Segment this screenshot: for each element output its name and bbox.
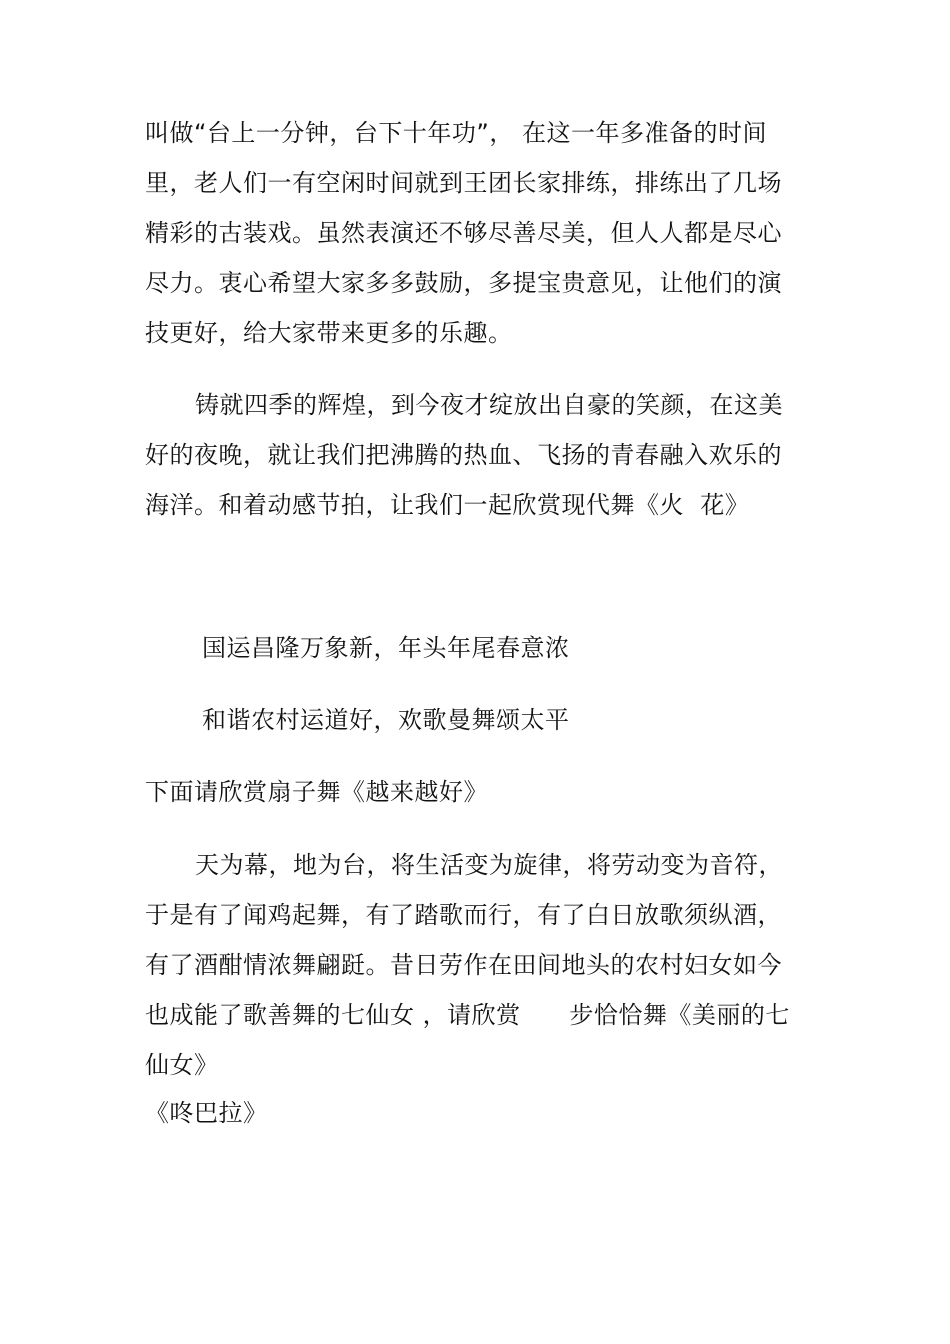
paragraph1-line: 技更好，给大家带来更多的乐趣。 xyxy=(145,319,513,347)
fan-dance-intro: 下面请欣赏扇子舞《越来越好》 xyxy=(145,778,488,806)
paragraph3-line: 有了酒酣情浓舞翩跹。昔日劳作在田间地头的农村妇女如今 xyxy=(145,951,782,979)
paragraph3-line: 于是有了闻鸡起舞，有了踏歌而行，有了白日放歌须纵酒， xyxy=(145,901,782,929)
paragraph1-line: 尽力。衷心希望大家多多鼓励，多提宝贵意见，让他们的演 xyxy=(145,269,782,297)
paragraph2-line: 铸就四季的辉煌，到今夜才绽放出自豪的笑颜，在这美 xyxy=(195,391,783,419)
poem-line: 国运昌隆万象新，年头年尾春意浓 xyxy=(202,634,570,662)
dongbala-title: 《咚巴拉》 xyxy=(145,1099,268,1127)
paragraph2-line: 好的夜晚，就让我们把沸腾的热血、飞扬的青春融入欢乐的 xyxy=(145,441,782,469)
paragraph1-line: 精彩的古装戏。虽然表演还不够尽善尽美，但人人都是尽心 xyxy=(145,219,782,247)
paragraph3-line: 仙女》 xyxy=(145,1051,219,1079)
paragraph1-line: 里，老人们一有空闲时间就到王团长家排练，排练出了几场 xyxy=(145,169,782,197)
paragraph3-line: 天为幕，地为台，将生活变为旋律，将劳动变为音符， xyxy=(195,851,783,879)
paragraph1-line: 叫做“台上一分钟，台下十年功”， 在这一年多准备的时间 xyxy=(145,119,767,147)
paragraph2-line: 海洋。和着动感节拍，让我们一起欣赏现代舞《火 花》 xyxy=(145,491,750,519)
paragraph3-line: 也成能了歌善舞的七仙女 ，请欣赏 步恰恰舞《美丽的七 xyxy=(145,1001,790,1029)
poem-line: 和谐农村运道好，欢歌曼舞颂太平 xyxy=(202,706,570,734)
